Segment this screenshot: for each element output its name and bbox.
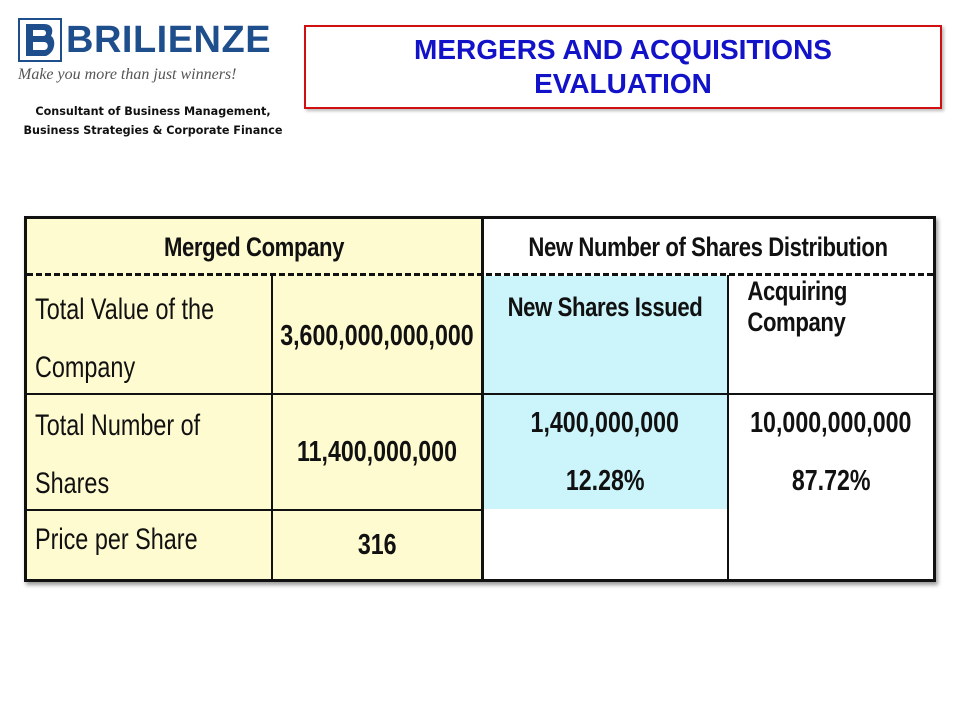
brand-logo [18,14,278,94]
consultant-line-1: Consultant of Business Management, [35,105,271,118]
label-price-per-share-text: Price per Share [35,523,198,556]
label-price-per-share [27,511,271,579]
value-new-shares [483,395,727,509]
label-total-value [27,281,271,397]
value-price-per-share-text: 316 [357,529,397,561]
merged-company-header: Merged Company [163,231,345,262]
value-total-shares [273,395,481,509]
shares-distribution-table [24,216,936,582]
label-total-value-line-2: Company [35,351,136,384]
label-total-shares [27,397,271,511]
page-title [304,25,942,109]
brilienze-b-icon [18,18,62,62]
acquiring-company-header: Acquiring Company [747,276,847,337]
consultant-description [10,102,296,140]
label-total-value-line-1: Total Value of the [35,293,215,326]
label-total-shares-line-1: Total Number of [35,409,201,442]
value-new-shares-pct: 12.28% [565,465,645,497]
value-price-per-share [273,511,481,579]
header-dashed-divider [27,273,933,276]
value-total-value-text: 3,600,000,000,000 [280,320,474,352]
value-acquiring [729,395,933,509]
value-acquiring-pct: 87.72% [791,465,871,497]
value-new-shares-count: 1,400,000,000 [530,407,680,439]
distribution-header: New Number of Shares Distribution [528,231,888,262]
brand-name: BRILIENZE [66,19,272,61]
value-total-value [273,277,481,395]
value-total-shares-text: 11,400,000,000 [296,436,457,468]
brand-tagline: Make you more than just winners! [18,66,237,83]
label-total-shares-line-2: Shares [35,467,110,500]
grid-line [271,275,273,579]
new-shares-header: New Shares Issued [507,291,703,322]
title-line-2: EVALUATION [534,68,712,99]
title-line-1: MERGERS AND ACQUISITIONS [414,34,832,65]
value-acquiring-count: 10,000,000,000 [750,407,912,439]
consultant-line-2: Business Strategies & Corporate Finance [23,124,283,137]
grid-line [727,275,729,579]
grid-line [27,509,483,511]
grid-line [27,393,933,395]
